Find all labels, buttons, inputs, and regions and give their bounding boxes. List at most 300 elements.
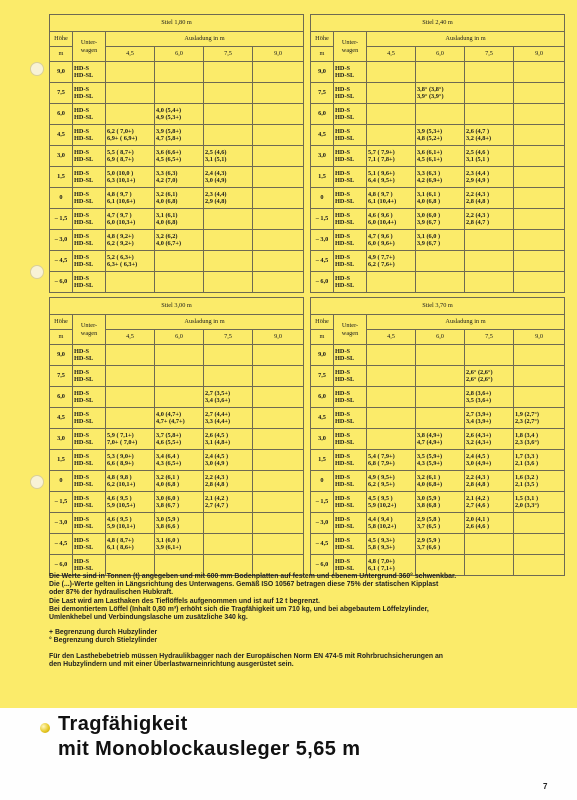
load-value-hd-sl: 6,3+ ( 6,3+)	[107, 261, 138, 268]
load-value-hd-sl: 2,6 (4,6 )	[466, 523, 490, 530]
undercarriage-hd-s: HD-S	[335, 452, 351, 460]
undercarriage-header-line-1: Unter-	[341, 39, 359, 47]
height-value: 0	[50, 471, 73, 492]
load-cell	[204, 366, 253, 387]
load-cell	[416, 251, 465, 272]
load-value-hd-sl: 6,9 ( 8,7+)	[107, 156, 134, 163]
load-cell	[416, 272, 465, 293]
undercarriage-hd-sl: HD-SL	[335, 376, 355, 383]
load-value-hd-s: 4,8 ( 9,7 )	[368, 190, 393, 198]
undercarriage-hd-s: HD-S	[335, 106, 351, 114]
reach-value-header: 9,0	[514, 47, 565, 62]
undercarriage-cell	[334, 429, 367, 450]
undercarriage-hd-s: HD-S	[74, 253, 90, 261]
table-row	[50, 534, 304, 555]
load-value-hd-sl: 2,3 (2,7°)	[515, 418, 540, 425]
height-value: 4,5	[50, 408, 73, 429]
load-cell	[514, 513, 565, 534]
load-value-hd-s: 3,2 (6,1 )	[156, 473, 180, 481]
load-cell	[253, 188, 304, 209]
height-value: – 4,5	[50, 251, 73, 272]
load-cell	[204, 429, 253, 450]
load-table-stiel-2-40	[310, 14, 565, 293]
load-cell	[514, 125, 565, 146]
undercarriage-hd-sl: HD-SL	[74, 282, 94, 289]
load-value-hd-sl: 3,1 (5,1 )	[466, 156, 490, 163]
load-value-hd-s: 3,1 (6,0 )	[156, 536, 180, 544]
height-value: 1,5	[311, 450, 334, 471]
load-value-hd-sl: 6,1 ( 7,1+)	[368, 565, 395, 572]
load-cell	[106, 366, 155, 387]
undercarriage-hd-sl: HD-SL	[335, 198, 355, 205]
undercarriage-hd-sl: HD-SL	[335, 565, 355, 572]
height-value: 4,5	[311, 408, 334, 429]
height-header: Höhe	[50, 315, 73, 330]
heading-line-2: mit Monoblockausleger 5,65 m	[58, 738, 361, 760]
table-row	[50, 345, 304, 366]
undercarriage-hd-sl: HD-SL	[74, 397, 94, 404]
load-value-hd-sl: 2,8 (4,8 )	[205, 481, 229, 488]
load-cell	[367, 167, 416, 188]
undercarriage-hd-sl: HD-SL	[74, 544, 94, 551]
load-value-hd-sl: 6,1 (10,6+)	[107, 198, 136, 205]
load-value-hd-s: 5,1 ( 9,6+)	[368, 169, 395, 177]
undercarriage-hd-s: HD-S	[74, 190, 90, 198]
undercarriage-hd-s: HD-S	[74, 148, 90, 156]
table-row	[311, 534, 565, 555]
load-cell	[514, 534, 565, 555]
binder-hole	[30, 265, 44, 279]
load-value-hd-sl: 3,0 (4,9)	[205, 177, 227, 184]
undercarriage-cell	[334, 230, 367, 251]
table-title: Stiel 2,40 m	[311, 15, 565, 32]
load-cell	[367, 188, 416, 209]
undercarriage-hd-s: HD-S	[74, 274, 90, 282]
undercarriage-hd-sl: HD-SL	[335, 481, 355, 488]
undercarriage-hd-sl: HD-SL	[335, 261, 355, 268]
load-cell	[367, 534, 416, 555]
height-value: 9,0	[311, 345, 334, 366]
load-cell	[465, 209, 514, 230]
undercarriage-cell	[73, 429, 106, 450]
undercarriage-hd-s: HD-S	[74, 85, 90, 93]
height-value: – 3,0	[311, 513, 334, 534]
undercarriage-hd-s: HD-S	[335, 347, 351, 355]
reach-value-header: 9,0	[253, 47, 304, 62]
load-cell	[367, 230, 416, 251]
load-cell	[465, 492, 514, 513]
load-cell	[514, 492, 565, 513]
load-cell	[253, 345, 304, 366]
load-value-hd-s: 3,1 (6,1 )	[417, 190, 441, 198]
table-row	[311, 230, 565, 251]
height-value: – 4,5	[50, 534, 73, 555]
load-value-hd-sl: 6,2 ( 7,6+)	[368, 261, 395, 268]
load-cell	[465, 408, 514, 429]
load-value-hd-sl: 2,3 (3,6°)	[515, 439, 540, 446]
table-row	[311, 167, 565, 188]
undercarriage-header-line-2: wagen	[80, 46, 98, 54]
load-cell	[155, 188, 204, 209]
undercarriage-hd-s: HD-S	[74, 347, 90, 355]
height-value: 3,0	[50, 429, 73, 450]
load-cell	[204, 83, 253, 104]
load-value-hd-s: 5,2 ( 6,3+)	[107, 253, 134, 261]
reach-value-header: 6,0	[416, 330, 465, 345]
undercarriage-hd-sl: HD-SL	[335, 240, 355, 247]
load-value-hd-s: 2,7 (3,5+)	[205, 389, 231, 397]
table-row	[311, 104, 565, 125]
table-row	[311, 125, 565, 146]
load-cell	[514, 345, 565, 366]
load-cell	[465, 534, 514, 555]
load-cell	[155, 209, 204, 230]
load-value-hd-sl: 3,8 (6,6 )	[156, 523, 180, 530]
undercarriage-hd-sl: HD-SL	[335, 93, 355, 100]
load-value-hd-s: 4,0 (5,4+)	[156, 106, 182, 114]
table-row	[311, 62, 565, 83]
load-cell	[253, 471, 304, 492]
load-cell	[253, 408, 304, 429]
load-value-hd-sl: 2,8 (4,8 )	[466, 198, 490, 205]
undercarriage-hd-sl: HD-SL	[74, 72, 94, 79]
page-number: 7	[543, 782, 548, 791]
table-row	[311, 272, 565, 293]
load-cell	[204, 188, 253, 209]
undercarriage-cell	[334, 471, 367, 492]
undercarriage-hd-s: HD-S	[74, 431, 90, 439]
load-value-hd-s: 4,9 ( 9,5+)	[368, 473, 395, 481]
load-value-hd-sl: 6,4 ( 9,5+)	[368, 177, 395, 184]
load-cell	[155, 125, 204, 146]
load-table-stiel-3-00	[49, 297, 304, 576]
load-cell	[514, 62, 565, 83]
undercarriage-hd-sl: HD-SL	[335, 397, 355, 404]
table-row	[50, 408, 304, 429]
undercarriage-hd-s: HD-S	[335, 232, 351, 240]
reach-value-header: 6,0	[155, 330, 204, 345]
load-cell	[465, 62, 514, 83]
undercarriage-cell	[334, 492, 367, 513]
load-cell	[204, 125, 253, 146]
note-longitudinal-cont: oder 87% der hydraulischen Hubkraft.	[49, 589, 174, 597]
load-value-hd-sl: 4,8 (5,2+)	[417, 135, 443, 142]
load-value-hd-s: 2,4 (4,5 )	[205, 452, 229, 460]
reach-value-header: 6,0	[155, 47, 204, 62]
legend-stick-cylinder: ° Begrenzung durch Stielzylinder	[49, 637, 158, 645]
undercarriage-hd-s: HD-S	[74, 515, 90, 523]
load-cell	[204, 513, 253, 534]
load-cell	[367, 366, 416, 387]
load-cell	[465, 188, 514, 209]
table-row	[311, 471, 565, 492]
load-cell	[253, 83, 304, 104]
load-cell	[155, 230, 204, 251]
undercarriage-hd-sl: HD-SL	[74, 114, 94, 121]
table-row	[311, 83, 565, 104]
load-value-hd-sl: 4,7+ (4,7+)	[156, 418, 185, 425]
undercarriage-cell	[73, 366, 106, 387]
load-value-hd-s: 4,5 ( 9,3+)	[368, 536, 395, 544]
load-cell	[106, 125, 155, 146]
load-value-hd-s: 2,8 (3,6+)	[466, 389, 492, 397]
undercarriage-cell	[334, 272, 367, 293]
undercarriage-hd-sl: HD-SL	[335, 355, 355, 362]
load-value-hd-s: 3,2 (6,1 )	[417, 473, 441, 481]
load-value-hd-sl: 4,0 (6,7+)	[156, 240, 182, 247]
load-cell	[253, 366, 304, 387]
load-value-hd-s: 2,2 (4,3 )	[205, 473, 229, 481]
reach-header: Ausladung in m	[367, 32, 565, 47]
load-cell	[367, 492, 416, 513]
undercarriage-hd-sl: HD-SL	[335, 156, 355, 163]
load-value-hd-s: 1,6 (3,2 )	[515, 473, 539, 481]
load-value-hd-sl: 4,0 (6,8)	[156, 219, 178, 226]
load-cell	[106, 534, 155, 555]
load-cell	[106, 429, 155, 450]
load-cell	[253, 146, 304, 167]
load-value-hd-sl: 4,0 (6,8 )	[156, 481, 180, 488]
load-cell	[155, 345, 204, 366]
load-value-hd-s: 4,7 ( 9,6 )	[368, 232, 393, 240]
reach-value-header: 4,5	[106, 47, 155, 62]
undercarriage-hd-sl: HD-SL	[335, 114, 355, 121]
load-cell	[465, 167, 514, 188]
undercarriage-hd-sl: HD-SL	[74, 198, 94, 205]
height-value: 9,0	[50, 62, 73, 83]
load-cell	[253, 251, 304, 272]
load-value-hd-s: 2,1 (4,2 )	[205, 494, 229, 502]
load-value-hd-sl: 5,9 (10,2+)	[368, 502, 397, 509]
load-cell	[416, 209, 465, 230]
load-value-hd-sl: 3,2 (4,8+)	[466, 135, 492, 142]
undercarriage-hd-sl: HD-SL	[74, 355, 94, 362]
load-value-hd-s: 3,0 (5,9 )	[156, 515, 180, 523]
load-value-hd-s: 4,4 ( 9,4 )	[368, 515, 393, 523]
load-value-hd-s: 3,5 (5,9+)	[417, 452, 443, 460]
load-value-hd-sl: 6,0 ( 9,6+)	[368, 240, 395, 247]
load-cell	[106, 450, 155, 471]
undercarriage-cell	[334, 146, 367, 167]
undercarriage-hd-sl: HD-SL	[335, 544, 355, 551]
table-row	[311, 188, 565, 209]
load-value-hd-s: 5,0 (10,0 )	[107, 169, 134, 177]
load-cell	[514, 188, 565, 209]
undercarriage-hd-s: HD-S	[74, 473, 90, 481]
undercarriage-hd-sl: HD-SL	[335, 135, 355, 142]
load-value-hd-s: 4,8 ( 9,2+)	[107, 232, 134, 240]
load-cell	[514, 387, 565, 408]
table-title: Stiel 3,70 m	[311, 298, 565, 315]
load-value-hd-s: 2,7 (3,9+)	[466, 410, 492, 418]
load-cell	[514, 209, 565, 230]
load-cell	[253, 450, 304, 471]
load-value-hd-sl: 3,4 (3,6+)	[205, 397, 231, 404]
height-value: – 3,0	[50, 513, 73, 534]
height-value: – 6,0	[311, 555, 334, 576]
undercarriage-hd-s: HD-S	[74, 410, 90, 418]
load-cell	[253, 209, 304, 230]
load-cell	[204, 450, 253, 471]
load-cell	[416, 450, 465, 471]
load-value-hd-s: 3,8 (4,9+)	[417, 431, 443, 439]
undercarriage-cell	[73, 387, 106, 408]
load-value-hd-sl: 4,5 (6,5+)	[156, 156, 182, 163]
undercarriage-cell	[334, 125, 367, 146]
load-cell	[416, 62, 465, 83]
height-value: 6,0	[50, 104, 73, 125]
load-value-hd-s: 3,9 (5,3+)	[417, 127, 443, 135]
load-value-hd-sl: 4,7 (4,9+)	[417, 439, 443, 446]
load-cell	[416, 125, 465, 146]
load-cell	[155, 492, 204, 513]
load-cell	[155, 471, 204, 492]
load-value-hd-sl: 6,6 ( 8,9+)	[107, 460, 134, 467]
table-row	[50, 188, 304, 209]
load-value-hd-s: 4,8 ( 9,7 )	[107, 190, 132, 198]
undercarriage-hd-s: HD-S	[335, 431, 351, 439]
load-cell	[514, 104, 565, 125]
load-cell	[514, 429, 565, 450]
load-value-hd-sl: 2,7 (4,6 )	[466, 502, 490, 509]
load-cell	[416, 167, 465, 188]
load-cell	[514, 167, 565, 188]
load-cell	[155, 62, 204, 83]
table-row	[311, 492, 565, 513]
load-value-hd-sl: 6,2 ( 9,2+)	[107, 240, 134, 247]
table-row	[50, 230, 304, 251]
load-cell	[416, 534, 465, 555]
load-value-hd-s: 5,4 ( 7,9+)	[368, 452, 395, 460]
load-value-hd-s: 2,5 (4,6)	[205, 148, 227, 156]
undercarriage-hd-s: HD-S	[335, 410, 351, 418]
load-cell	[204, 209, 253, 230]
load-cell	[514, 146, 565, 167]
load-value-hd-sl: 6,2 (10,1+)	[107, 481, 136, 488]
load-cell	[514, 366, 565, 387]
load-value-hd-s: 2,6 (4,5 )	[205, 431, 229, 439]
undercarriage-hd-sl: HD-SL	[74, 177, 94, 184]
height-value: 3,0	[311, 146, 334, 167]
height-value: – 1,5	[311, 492, 334, 513]
undercarriage-hd-s: HD-S	[335, 85, 351, 93]
load-value-hd-s: 4,6 ( 9,5 )	[107, 494, 132, 502]
height-value: – 1,5	[50, 209, 73, 230]
load-value-hd-s: 1,7 (3,3 )	[515, 452, 539, 460]
undercarriage-cell	[334, 345, 367, 366]
table-row	[50, 429, 304, 450]
undercarriage-cell	[334, 408, 367, 429]
load-cell	[204, 167, 253, 188]
load-cell	[253, 62, 304, 83]
load-value-hd-s: 3,1 (6,0 )	[417, 232, 441, 240]
undercarriage-hd-s: HD-S	[74, 452, 90, 460]
undercarriage-cell	[73, 408, 106, 429]
load-value-hd-s: 4,6 ( 9,5 )	[107, 515, 132, 523]
load-value-hd-sl: 2,6° (2,6°)	[466, 376, 493, 383]
undercarriage-hd-s: HD-S	[74, 127, 90, 135]
reach-value-header: 7,5	[204, 330, 253, 345]
table-row	[50, 387, 304, 408]
undercarriage-cell	[334, 104, 367, 125]
undercarriage-cell	[334, 83, 367, 104]
load-value-hd-sl: 4,9 (5,3+)	[156, 114, 182, 121]
load-cell	[106, 387, 155, 408]
load-cell	[465, 387, 514, 408]
table-title: Stiel 1,80 m	[50, 15, 304, 32]
load-cell	[514, 83, 565, 104]
load-value-hd-s: 3,2 (6,1)	[156, 190, 178, 198]
load-value-hd-sl: 6,2 ( 9,5+)	[368, 481, 395, 488]
load-value-hd-sl: 3,9° (3,9°)	[417, 93, 444, 100]
load-cell	[155, 366, 204, 387]
undercarriage-hd-sl: HD-SL	[74, 219, 94, 226]
load-value-hd-s: 3,9 (5,8+)	[156, 127, 182, 135]
note-bucket-cont: Umlenkhebel und Verbindungslasche um zusätzliche 340 kg.	[49, 614, 248, 622]
undercarriage-cell	[334, 251, 367, 272]
undercarriage-hd-s: HD-S	[335, 473, 351, 481]
height-value: 3,0	[50, 146, 73, 167]
undercarriage-cell	[73, 83, 106, 104]
load-cell	[204, 492, 253, 513]
height-value: 9,0	[311, 62, 334, 83]
height-value: 0	[311, 188, 334, 209]
load-cell	[416, 492, 465, 513]
load-cell	[465, 146, 514, 167]
reach-header: Ausladung in m	[367, 315, 565, 330]
load-value-hd-sl: 3,1 (4,8+)	[205, 439, 231, 446]
undercarriage-hd-s: HD-S	[335, 389, 351, 397]
load-value-hd-sl: 4,0 (6,8)	[156, 198, 178, 205]
undercarriage-hd-s: HD-S	[74, 211, 90, 219]
load-value-hd-sl: 3,9 (6,7 )	[417, 219, 441, 226]
table-row	[311, 429, 565, 450]
load-value-hd-s: 2,9 (5,8 )	[417, 515, 441, 523]
load-value-hd-sl: 4,0 (6,8+)	[417, 481, 443, 488]
undercarriage-cell	[73, 534, 106, 555]
undercarriage-header	[334, 315, 367, 345]
table-row	[50, 125, 304, 146]
undercarriage-hd-sl: HD-SL	[74, 135, 94, 142]
note-standard: Für den Lasthebebetrieb müssen Hydraulikbagger nach der Europäischen Norm EN 474-5 mit Rohrbruchsicherungen an	[49, 652, 444, 660]
load-cell	[106, 167, 155, 188]
load-cell	[155, 534, 204, 555]
load-cell	[367, 251, 416, 272]
load-cell	[367, 104, 416, 125]
table-row	[50, 366, 304, 387]
undercarriage-hd-s: HD-S	[335, 211, 351, 219]
table-row	[311, 345, 565, 366]
load-cell	[106, 62, 155, 83]
load-value-hd-sl: 2,1 (3,6 )	[515, 460, 539, 467]
load-cell	[155, 251, 204, 272]
table-row	[50, 272, 304, 293]
load-value-hd-sl: 6,1 (10,4+)	[368, 198, 397, 205]
load-cell	[204, 387, 253, 408]
note-load-limit: Die Last wird am Lasthaken des Tieflöffels aufgenommen und ist auf 12 t begrenzt.	[49, 597, 320, 605]
undercarriage-hd-s: HD-S	[335, 169, 351, 177]
undercarriage-cell	[334, 366, 367, 387]
undercarriage-hd-sl: HD-SL	[335, 282, 355, 289]
undercarriage-cell	[73, 209, 106, 230]
load-value-hd-s: 2,3 (4,4 )	[466, 169, 490, 177]
undercarriage-hd-s: HD-S	[74, 232, 90, 240]
load-value-hd-s: 3,0 (6,0 )	[417, 211, 441, 219]
undercarriage-header-line-1: Unter-	[341, 322, 359, 330]
reach-value-header: 7,5	[465, 330, 514, 345]
load-value-hd-sl: 4,7 (5,8+)	[156, 135, 182, 142]
load-cell	[155, 387, 204, 408]
